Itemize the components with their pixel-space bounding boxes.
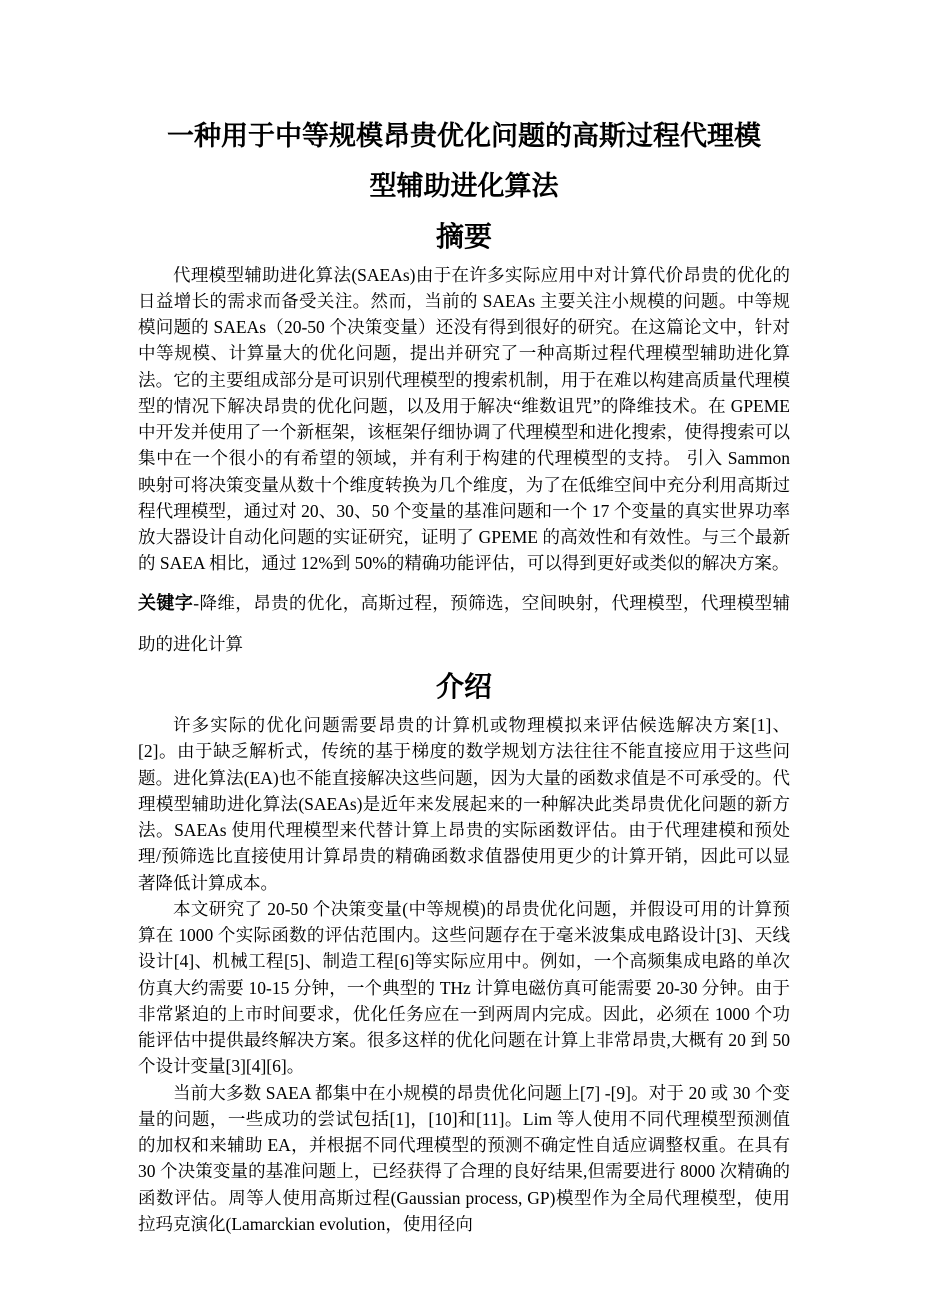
abstract-paragraph: 代理模型辅助进化算法(SAEAs)由于在许多实际应用中对计算代价昂贵的优化的日益增长的需求而备受关注。然而，当前的 SAEAs 主要关注小规模的问题。中等规模问题的 SAEAs（20-50 个决策变量）还没有得到很好的研究。在这篇论文中，针对中等规模、计算量大的优化问题，提出并研究了一种高斯过程代理模型辅助进化算法。它的主要组成部分是可识别代理模型的搜索机制，用于在难以构建高质量代理模型的情况下解决昂贵的优化问题，以及用于解决“维数诅咒”的降维技术。在 GPEME 中开发并使用了一个新框架，该框架仔细协调了代理模型和进化搜索，使得搜索可以集中在一个很小的有希望的领域，并有利于构建的代理模型的支持。 引入 Sammon 映射可将决策变量从数十个维度转换为几个维度，为了在低维空间中充分利用高斯过程代理模型，通过对 20、30、50 个变量的基准问题和一个 17 个变量的真实世界功率放大器设计自动化问题的实证研究，证明了 GPEME 的高效性和有效性。与三个最新的 SAEA 相比，通过 12%到 50%的精确功能评估，可以得到更好或类似的解决方案。 bbox=[138, 264, 790, 574]
keywords-block bbox=[138, 583, 790, 665]
introduction-paragraph-1: 许多实际的优化问题需要昂贵的计算机或物理模拟来评估候选解决方案[1]、[2]。由于缺乏解析式，传统的基于梯度的数学规划方法往往不能直接应用于这些问题。进化算法(EA)也不能直接解决这些问题，因为大量的函数求值是不可承受的。代理模型辅助进化算法(SAEAs)是近年来发展起来的一种解决此类昂贵优化问题的新方法。SAEAs 使用代理模型来代替计算上昂贵的实际函数评估。由于代理建模和预处理/预筛选比直接使用计算昂贵的精确函数求值器使用更少的计算开销，因此可以显著降低计算成本。 bbox=[138, 715, 790, 893]
paper-title-line-2: 型辅助进化算法 bbox=[369, 170, 559, 201]
keywords-text: -降维，昂贵的优化，高斯过程，预筛选，空间映射，代理模型，代理模型辅助的进化计算 bbox=[138, 592, 791, 655]
keywords-label: 关键字 bbox=[138, 592, 194, 613]
introduction-paragraph-2: 本文研究了 20-50 个决策变量(中等规模)的昂贵优化问题，并假设可用的计算预算在 1000 个实际函数的评估范围内。这些问题存在于毫米波集成电路设计[3]、天线设计[4]、机械工程[5]、制造工程[6]等实际应用中。例如，一个高频集成电路的单次仿真大约需要 10-15 分钟，一个典型的 THz 计算电磁仿真可能需要 20-30 分钟。由于非常紧迫的上市时间要求，优化任务应在一到两周内完成。因此，必须在 1000 个功能评估中提供最终解决方案。很多这样的优化问题在计算上非常昂贵,大概有 20 到 50 个设计变量[3][4][6]。 bbox=[138, 898, 790, 1077]
introduction-paragraph-3: 当前大多数 SAEA 都集中在小规模的昂贵优化问题上[7] -[9]。对于 20 或 30 个变量的问题，一些成功的尝试包括[1]，[10]和[11]。Lim 等人使用不同代理模型预测值的加权和来辅助 EA，并根据不同代理模型的预测不确定性自适应调整权重。在具有 30 个决策变量的基准问题上，已经获得了合理的良好结果,但需要进行 8000 次精确的函数评估。周等人使用高斯过程(Gaussian process, GP)模型作为全局代理模型，使用拉玛克演化(Lamarckian evolution，使用径向 bbox=[138, 1082, 790, 1234]
paper-title-line-1: 一种用于中等规模昂贵优化问题的高斯过程代理模 bbox=[167, 121, 761, 151]
paper-title bbox=[138, 112, 790, 212]
introduction-section bbox=[138, 712, 790, 1237]
introduction-heading: 介绍 bbox=[435, 671, 492, 703]
abstract-heading: 摘要 bbox=[435, 220, 492, 252]
